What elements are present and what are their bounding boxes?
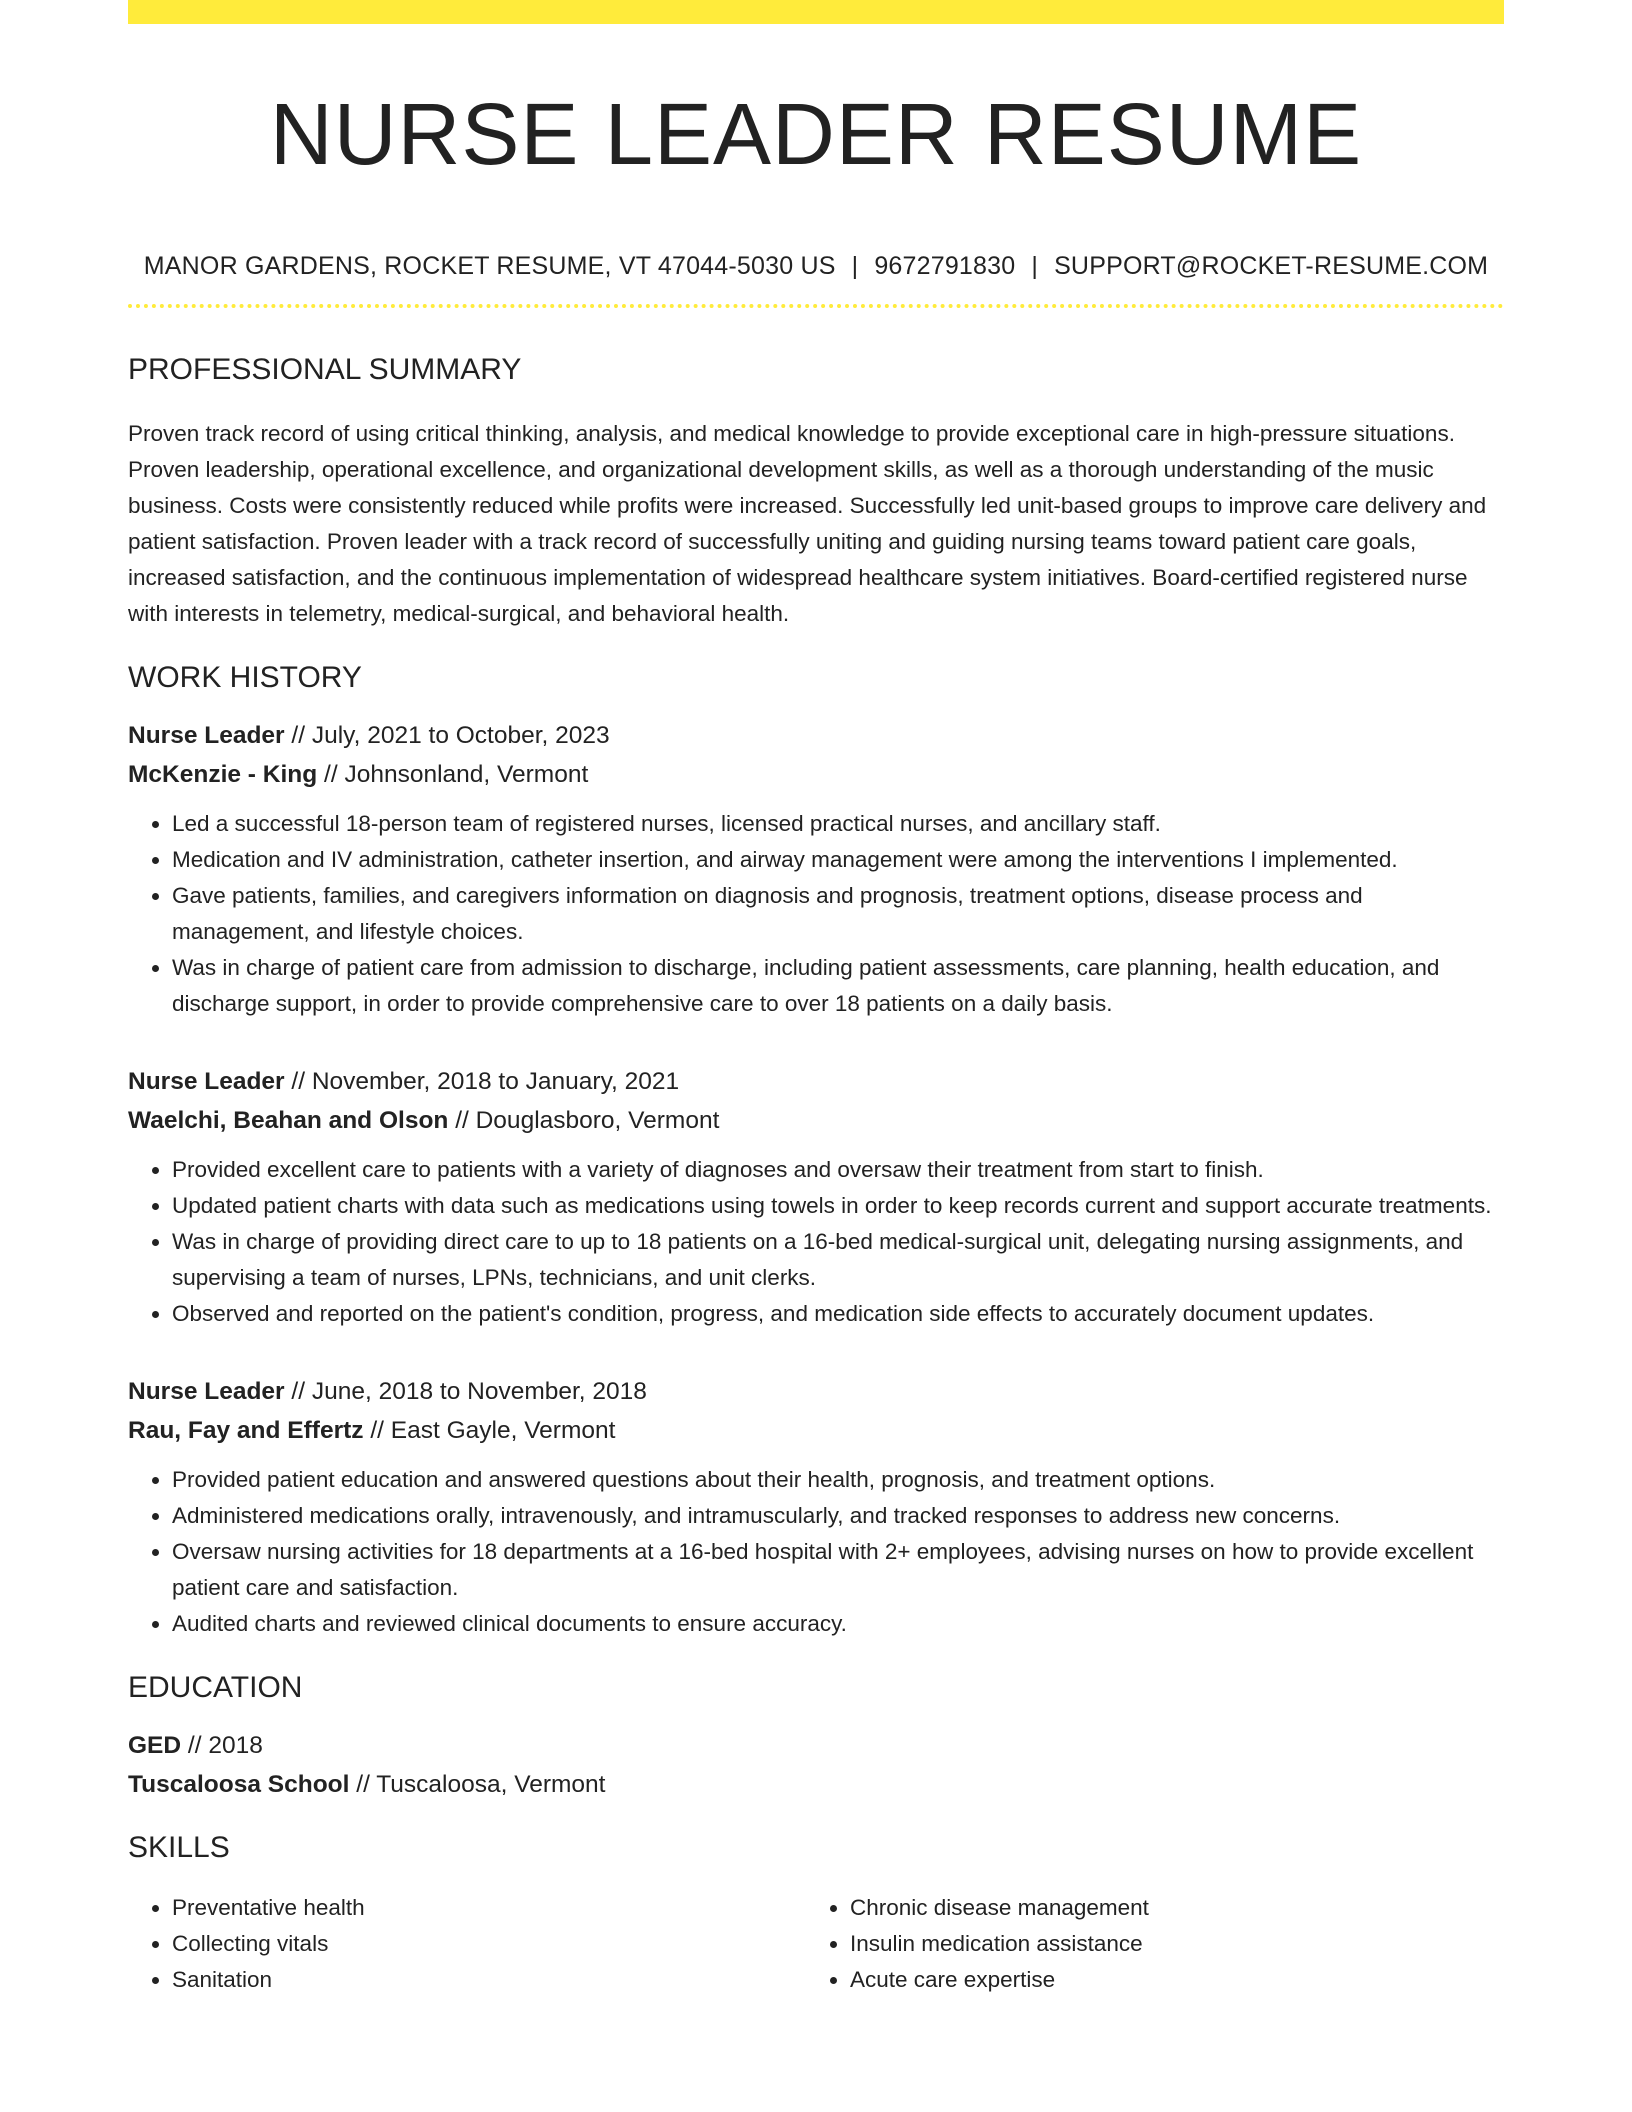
job-title-line (128, 1062, 1504, 1101)
job-bullet: • Provided excellent care to patients with a variety of diagnoses and oversaw their treatment from start to finish. (172, 1152, 1504, 1188)
top-accent-bar (128, 0, 1504, 24)
resume-title: NURSE LEADER RESUME (269, 86, 1363, 183)
job-bullet: • Was in charge of providing direct care to up to 18 patients on a 16-bed medical-surgical unit, delegating nursing assignments, and supervising a team of nurses, LPNs, technicians, and unit clerks. (172, 1224, 1504, 1296)
job-bullet: • Was in charge of patient care from admission to discharge, including patient assessments, care planning, health education, and discharge support, in order to provide comprehensive care to over 18 patients on a daily basis. (172, 950, 1504, 1022)
skill-item: • Preventative health (172, 1890, 806, 1926)
job-company-line (128, 1411, 1504, 1450)
job-bullet: • Observed and reported on the patient's condition, progress, and medication side effects to accurately document updates. (172, 1296, 1504, 1332)
job-title-line (128, 1372, 1504, 1411)
job-dates: // July, 2021 to October, 2023 (284, 722, 610, 749)
job-company: Rau, Fay and Effertz (128, 1417, 364, 1444)
skills-column-left (128, 1890, 806, 1998)
job-company: Waelchi, Beahan and Olson (128, 1107, 449, 1134)
contact-separator: | (1031, 252, 1039, 280)
job-location: // East Gayle, Vermont (363, 1417, 616, 1444)
job-entry (128, 1062, 1504, 1332)
job-bullet: • Updated patient charts with data such as medications using towels in order to keep records current and support accurate treatments. (172, 1188, 1504, 1224)
education-school-line (128, 1765, 1504, 1804)
contact-separator: | (851, 252, 859, 280)
job-bullet: • Provided patient education and answered questions about their health, prognosis, and treatment options. (172, 1462, 1504, 1498)
job-bullet-list (128, 1152, 1504, 1332)
education-year: // 2018 (181, 1732, 263, 1759)
job-company: McKenzie - King (128, 761, 318, 788)
education-degree: GED (128, 1732, 182, 1759)
education-heading: EDUCATION (128, 1671, 303, 1704)
skill-item: • Insulin medication assistance (850, 1926, 1484, 1962)
contact-address: MANOR GARDENS, ROCKET RESUME, VT 47044-5030 US (143, 252, 836, 280)
job-entry (128, 1372, 1504, 1642)
skills-list (128, 1890, 806, 1998)
education-entry (128, 1726, 1504, 1804)
contact-email: SUPPORT@ROCKET-RESUME.COM (1054, 252, 1489, 280)
job-bullet-list (128, 806, 1504, 1022)
job-location: // Johnsonland, Vermont (317, 761, 589, 788)
contact-phone: 9672791830 (874, 252, 1016, 280)
job-title: Nurse Leader (128, 1378, 285, 1405)
job-bullet: • Audited charts and reviewed clinical documents to ensure accuracy. (172, 1606, 1504, 1642)
job-company-line (128, 1101, 1504, 1140)
education-degree-line (128, 1726, 1504, 1765)
job-bullet: • Led a successful 18-person team of registered nurses, licensed practical nurses, and ancillary staff. (172, 806, 1504, 842)
skills-grid (128, 1890, 1504, 1998)
job-bullet: • Oversaw nursing activities for 18 departments at a 16-bed hospital with 2+ employees, advising nurses on how to provide excellent patient care and satisfaction. (172, 1534, 1504, 1606)
resume-page (128, 0, 1504, 1998)
job-title: Nurse Leader (128, 1068, 285, 1095)
job-bullet: • Gave patients, families, and caregivers information on diagnosis and prognosis, treatment options, disease process and management, and lifestyle choices. (172, 878, 1504, 950)
summary-text: Proven track record of using critical thinking, analysis, and medical knowledge to provide exceptional care in high-pressure situations. Proven leadership, operational excellence, and organizational development skills, as well as a thorough understanding of the music business. Costs were consistently reduced while profits were increased. Successfully led unit-based groups to improve care delivery and patient satisfaction. Proven leader with a track record of successfully uniting and guiding nursing teams toward patient care goals, increased satisfaction, and the continuous implementation of widespread healthcare system initiatives. Board-certified registered nurse with interests in telemetry, medical-surgical, and behavioral health. (128, 421, 1487, 626)
summary-heading: PROFESSIONAL SUMMARY (128, 353, 522, 386)
job-bullet-list (128, 1462, 1504, 1642)
job-title-line (128, 716, 1504, 755)
job-bullet: • Medication and IV administration, catheter insertion, and airway management were among the interventions I implemented. (172, 842, 1504, 878)
job-company-line (128, 755, 1504, 794)
dotted-divider (128, 304, 1504, 308)
education-location: // Tuscaloosa, Vermont (349, 1771, 606, 1798)
job-title: Nurse Leader (128, 722, 285, 749)
skill-item: • Chronic disease management (850, 1890, 1484, 1926)
education-school: Tuscaloosa School (128, 1771, 350, 1798)
skill-item: • Collecting vitals (172, 1926, 806, 1962)
work-history-heading: WORK HISTORY (128, 661, 362, 694)
job-entry (128, 716, 1504, 1022)
job-location: // Douglasboro, Vermont (448, 1107, 720, 1134)
job-dates: // November, 2018 to January, 2021 (284, 1068, 680, 1095)
job-dates: // June, 2018 to November, 2018 (284, 1378, 647, 1405)
skills-column-right (806, 1890, 1484, 1998)
job-bullet: • Administered medications orally, intravenously, and intramuscularly, and tracked responses to address new concerns. (172, 1498, 1504, 1534)
skill-item: • Sanitation (172, 1962, 806, 1998)
skills-list (806, 1890, 1484, 1998)
contact-line (128, 250, 1504, 282)
skills-heading: SKILLS (128, 1831, 230, 1864)
skill-item: • Acute care expertise (850, 1962, 1484, 1998)
